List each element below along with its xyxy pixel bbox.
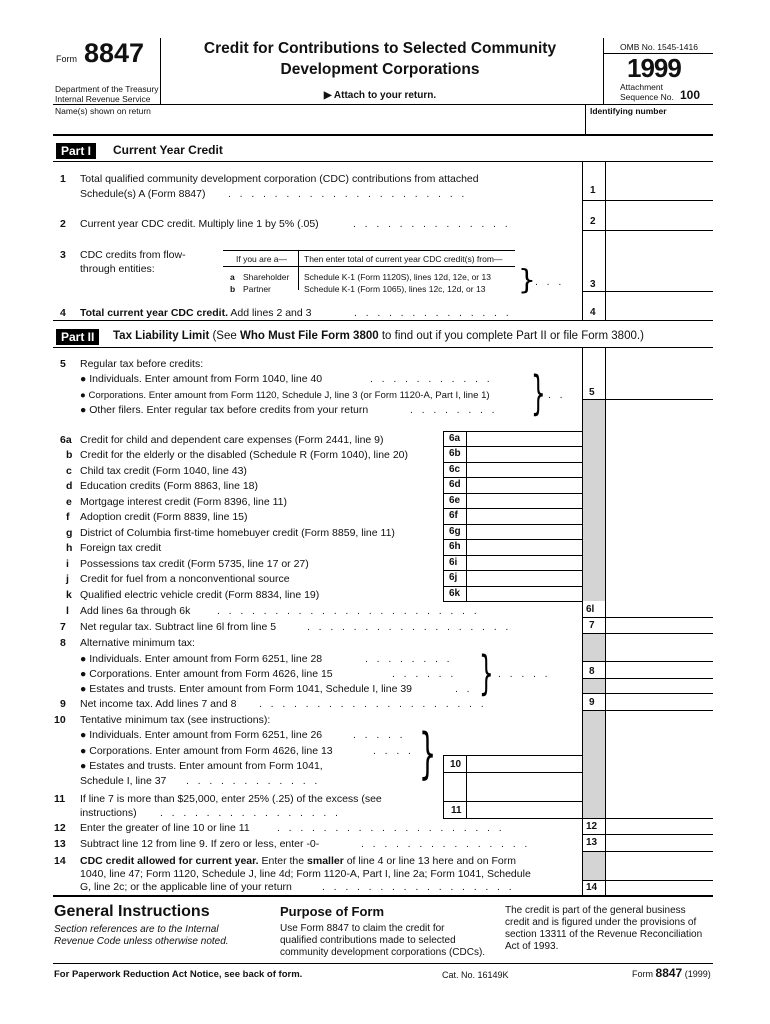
- attach-instruction: ▶ Attach to your return.: [323, 90, 437, 101]
- line10-box-label: 10: [450, 759, 462, 770]
- line6-row-text: Adoption credit (Form 8839, line 15): [80, 511, 248, 523]
- line6-row-box-label: 6f: [449, 510, 458, 521]
- attachment-label: Attachment: [620, 82, 663, 92]
- form-title-line1: Credit for Contributions to Selected Community: [203, 40, 557, 57]
- line6-row-text: Foreign tax credit: [80, 542, 162, 554]
- line6l-text: Add lines 6a through 6k: [80, 605, 191, 617]
- line9-box-label: 9: [589, 697, 595, 708]
- general-instructions-text1: Section references are to the Internal: [54, 924, 219, 935]
- part2-title-a: Tax Liability Limit: [113, 330, 210, 342]
- tax-year: 1999: [627, 53, 681, 83]
- part2-label: Part II: [56, 329, 99, 345]
- line4-number: 4: [60, 307, 66, 319]
- line6-row-number: j: [66, 573, 69, 585]
- col3-text2: credit and is figured under the provisions of: [505, 917, 697, 928]
- part2-title-b: (See: [209, 330, 240, 342]
- line3-head-b: Then enter total of current year CDC credit(s) from—: [304, 254, 503, 264]
- line7-box-label: 7: [589, 620, 595, 631]
- line2-text: Current year CDC credit. Multiply line 1 by 5% (.05): [80, 218, 319, 230]
- line1-amount-field[interactable]: [606, 182, 712, 200]
- form-number: 8847: [84, 38, 145, 68]
- sequence-number: 100: [680, 88, 701, 102]
- line3-text-a: CDC credits from flow-: [80, 249, 186, 261]
- line8-brace-icon: }: [479, 646, 494, 700]
- line6-row-box-label: 6h: [449, 541, 461, 552]
- line5-box-label: 5: [589, 387, 595, 398]
- line3-number: 3: [60, 249, 66, 261]
- line5-amount-field[interactable]: [606, 382, 712, 399]
- line4-text: [80, 307, 312, 320]
- catalog-number: Cat. No. 16149K: [442, 970, 509, 980]
- line6-row-text: District of Columbia first-time homebuyer credit (Form 8859, line 11): [80, 527, 395, 539]
- line6-row-amount-field[interactable]: [467, 494, 582, 508]
- line7-number: 7: [60, 621, 66, 633]
- line6-row-amount-field[interactable]: [467, 509, 582, 523]
- line12-box-label: 12: [586, 821, 598, 832]
- sequence-label: Sequence No.: [620, 92, 674, 102]
- col3-text3: section 13311 of the Revenue Reconciliation: [505, 929, 703, 940]
- line6-row-text: Mortgage interest credit (Form 8396, line 11): [80, 496, 287, 508]
- names-label: Name(s) shown on return: [55, 106, 151, 116]
- line11-number: 11: [54, 793, 66, 805]
- line6-row-number: b: [66, 449, 73, 461]
- line14-text-a: Enter the: [258, 855, 308, 867]
- line6-row-box-label: 6j: [449, 572, 458, 583]
- line6-row-number: d: [66, 480, 73, 492]
- names-field[interactable]: [53, 116, 583, 133]
- purpose-title: Purpose of Form: [280, 904, 385, 919]
- line7-text: Net regular tax. Subtract line 6l from line 5: [80, 621, 277, 633]
- part2-title: [113, 330, 644, 343]
- footer-year: (1999): [684, 969, 711, 979]
- line6-row-box-label: 6b: [449, 448, 461, 459]
- line5-brace-icon: }: [531, 366, 546, 420]
- line6-row-number: c: [66, 465, 72, 477]
- line14-amount-field[interactable]: [606, 881, 712, 895]
- line3a-source: Schedule K-1 (Form 1120S), lines 12d, 12e, or 13: [304, 272, 491, 282]
- line3-head-a: If you are a—: [236, 254, 288, 264]
- line6-row-amount-field[interactable]: [467, 587, 582, 601]
- col3-text1: The credit is part of the general business: [505, 905, 686, 916]
- line5-text: Regular tax before credits:: [80, 358, 204, 370]
- line4-text-bold: Total current year CDC credit.: [80, 307, 229, 319]
- line13-amount-field[interactable]: [606, 835, 712, 851]
- line14-text-line1: [80, 855, 516, 868]
- line9-number: 9: [60, 698, 66, 710]
- line1-box-label: 1: [590, 185, 596, 196]
- line12-number: 12: [54, 822, 66, 834]
- line6-row-box-label: 6a: [449, 433, 461, 444]
- line14-box-label: 14: [586, 882, 598, 893]
- line11-text-b: instructions): [80, 807, 137, 819]
- line6-row-text: Education credits (Form 8863, line 18): [80, 480, 259, 492]
- line6-row-number: g: [66, 527, 73, 539]
- line14-number: 14: [54, 855, 66, 867]
- line13-number: 13: [54, 838, 66, 850]
- line7-amount-field[interactable]: [606, 618, 712, 633]
- line6-row-text: Possessions tax credit (Form 5735, line 17 or 27): [80, 558, 309, 570]
- line8-number: 8: [60, 637, 66, 649]
- line6-row-amount-field[interactable]: [467, 463, 582, 477]
- line9-text: Net income tax. Add lines 7 and 8: [80, 698, 237, 710]
- shaded-area-line6: [583, 400, 605, 601]
- line3a-letter: a: [230, 272, 235, 282]
- line6-row-amount-field[interactable]: [467, 571, 582, 585]
- line6-row-number: i: [66, 558, 69, 570]
- line5-other: ● Other filers. Enter regular tax before credits from your return: [80, 404, 369, 416]
- line3-box-label: 3: [590, 279, 596, 290]
- purpose-text2: qualified contributions made to selected: [280, 935, 456, 946]
- line6-row-box-label: 6e: [449, 495, 461, 506]
- line6-row-amount-field[interactable]: [467, 525, 582, 539]
- line12-amount-field[interactable]: [606, 819, 712, 834]
- line8-individuals: ● Individuals. Enter amount from Form 6251, line 28: [80, 653, 323, 665]
- part1-title: Current Year Credit: [113, 143, 223, 157]
- line9-amount-field[interactable]: [606, 694, 712, 710]
- line10-individuals: ● Individuals. Enter amount from Form 6251, line 26: [80, 729, 323, 741]
- line6-row-amount-field[interactable]: [467, 447, 582, 461]
- footer-form-label: [632, 967, 711, 981]
- footer-form-word: Form: [632, 969, 653, 979]
- line6-row-box-label: 6k: [449, 588, 461, 599]
- line2-box-label: 2: [590, 216, 596, 227]
- line6-row-amount-field[interactable]: [467, 432, 582, 446]
- line6-row-box-label: 6g: [449, 526, 461, 537]
- line5-number: 5: [60, 358, 66, 370]
- line11-text-a: If line 7 is more than $25,000, enter 25% (.25) of the excess (see: [80, 793, 382, 805]
- line1-text-a: Total qualified community development corporation (CDC) contributions from attached: [80, 173, 479, 185]
- line4-text-rest: Add lines 2 and 3: [228, 307, 312, 319]
- line12-text: Enter the greater of line 10 or line 11: [80, 822, 250, 834]
- line3b-who: Partner: [243, 284, 271, 294]
- line5-individuals: ● Individuals. Enter amount from Form 1040, line 40: [80, 373, 323, 385]
- line8-box-label: 8: [589, 666, 595, 677]
- line6-row-box-label: 6d: [449, 479, 461, 490]
- general-instructions-title: General Instructions: [54, 903, 210, 920]
- line6-row-number: h: [66, 542, 73, 554]
- line8-estates: ● Estates and trusts. Enter amount from Form 1041, Schedule I, line 39: [80, 683, 413, 695]
- line6-row-box-label: 6i: [449, 557, 458, 568]
- line6-row-text: Qualified electric vehicle credit (Form 8834, line 19): [80, 589, 320, 601]
- line14-text-line3: G, line 2c; or the applicable line of your return: [80, 881, 292, 893]
- form-title-line2: Development Corporations: [280, 61, 480, 78]
- line14-text-b: of line 4 or line 13 here and on Form: [343, 855, 516, 867]
- identifying-number-label: Identifying number: [590, 106, 667, 116]
- line8-corporations: ● Corporations. Enter amount from Form 4626, line 15: [80, 668, 333, 680]
- omb-number: OMB No. 1545-1416: [620, 42, 698, 52]
- line14-text-line2: 1040, line 47; Form 1120, Schedule J, line 4d; Form 1120-A, Part I, line 2a; Form 1041, Schedule: [80, 868, 531, 880]
- line6-row-number: 6a: [60, 434, 72, 446]
- line6-row-text: Credit for the elderly or the disabled (Schedule R (Form 1040), line 20): [80, 449, 408, 461]
- line10-text: Tentative minimum tax (see instructions):: [80, 714, 271, 726]
- line3-amount-field[interactable]: [606, 273, 712, 291]
- line3b-source: Schedule K-1 (Form 1065), lines 12c, 12d, or 13: [304, 284, 486, 294]
- line8-amount-field[interactable]: [606, 661, 712, 678]
- line6l-amount-field[interactable]: [606, 602, 712, 617]
- paperwork-notice: For Paperwork Reduction Act Notice, see back of form.: [54, 969, 303, 980]
- form-word: Form: [56, 54, 77, 64]
- line6-row-number: f: [66, 511, 70, 523]
- footer-form-number: 8847: [655, 966, 683, 980]
- line10-estates: ● Estates and trusts. Enter amount from Form 1041,: [80, 760, 323, 772]
- line8-text: Alternative minimum tax:: [80, 637, 195, 649]
- line4-amount-field[interactable]: [606, 302, 712, 320]
- part2-title-c: Who Must File Form 3800: [239, 330, 379, 342]
- line4-box-label: 4: [590, 307, 596, 318]
- line11-box-label: 11: [451, 805, 462, 816]
- line6-row-amount-field[interactable]: [467, 478, 582, 492]
- line10-brace-icon: }: [419, 722, 437, 785]
- line13-text: Subtract line 12 from line 9. If zero or less, enter -0-: [80, 838, 320, 850]
- line6-row-amount-field[interactable]: [467, 540, 582, 554]
- line3a-who: Shareholder: [243, 272, 290, 282]
- line6-row-box-label: 6c: [449, 464, 461, 475]
- line1-text-b: Schedule(s) A (Form 8847): [80, 188, 206, 200]
- general-instructions-text2: Revenue Code unless otherwise noted.: [54, 936, 229, 947]
- part1-label: Part I: [56, 143, 96, 159]
- line14-bold2: smaller: [307, 855, 344, 867]
- line6l-number: l: [66, 605, 69, 617]
- col3-text4: Act of 1993.: [505, 941, 559, 952]
- line10-corporations: ● Corporations. Enter amount from Form 4626, line 13: [80, 745, 333, 757]
- shaded-area-line10: [583, 711, 605, 818]
- line13-box-label: 13: [586, 837, 598, 848]
- line6-row-number: k: [66, 589, 72, 601]
- line6-row-number: e: [66, 496, 72, 508]
- line10-amount-field[interactable]: [467, 756, 582, 772]
- line6-row-text: Child tax credit (Form 1040, line 43): [80, 465, 247, 477]
- line14-bold: CDC credit allowed for current year.: [80, 855, 259, 867]
- line2-amount-field[interactable]: [606, 212, 712, 230]
- line6-row-amount-field[interactable]: [467, 556, 582, 570]
- line10-estates-line2: Schedule I, line 37: [80, 775, 167, 787]
- line1-number: 1: [60, 173, 66, 185]
- dept-line1: Department of the Treasury: [55, 84, 159, 94]
- dept-line2: Internal Revenue Service: [55, 94, 151, 104]
- part2-title-d: to find out if you complete Part II or file Form 3800.): [378, 330, 644, 342]
- line6l-box-label: 6l: [586, 604, 595, 615]
- line3b-letter: b: [230, 284, 236, 294]
- identifying-number-field[interactable]: [588, 116, 712, 133]
- line6-row-text: Credit for child and dependent care expenses (Form 2441, line 9): [80, 434, 384, 446]
- line10-number: 10: [54, 714, 66, 726]
- line2-number: 2: [60, 218, 66, 230]
- purpose-text3: community development corporations (CDCs).: [280, 947, 486, 958]
- purpose-text1: Use Form 8847 to claim the credit for: [280, 923, 445, 934]
- line3-text-b: through entities:: [80, 263, 155, 275]
- line3-brace-icon: }: [518, 263, 536, 296]
- line6-row-text: Credit for fuel from a nonconventional source: [80, 573, 290, 585]
- line11-amount-field[interactable]: [467, 802, 582, 818]
- line5-corporations: ● Corporations. Enter amount from Form 1120, Schedule J, line 3 (or Form 1120-A, Part I, line 1): [80, 390, 490, 401]
